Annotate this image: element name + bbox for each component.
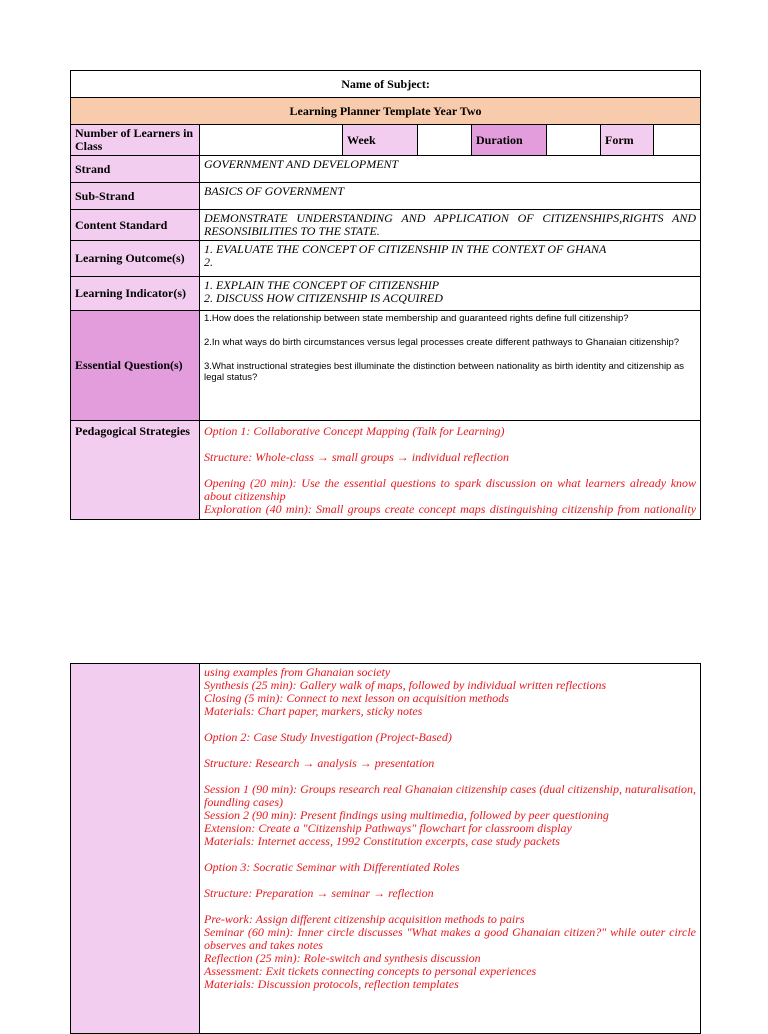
learning-indicator-line2: 2. DISCUSS HOW CITIZENSHIP IS ACQUIRED: [204, 291, 443, 305]
option3-structure: Structure: Preparation → seminar → reflection: [204, 886, 434, 900]
substrand-value: BASICS OF GOVERNMENT: [200, 183, 701, 210]
essential-question-2: 2.In what ways do birth circumstances versus legal processes create different pathways to Ghanaian citizenship?: [204, 337, 680, 348]
learning-outcome-value: [200, 241, 701, 277]
learning-indicator-label: Learning Indicator(s): [71, 277, 200, 311]
pedagogy-label-continued: [71, 664, 200, 1034]
option2-title: Option 2: Case Study Investigation (Project-Based): [204, 730, 452, 744]
option1-materials: Materials: Chart paper, markers, sticky notes: [204, 704, 423, 718]
option1-closing: Closing (5 min): Connect to next lesson on acquisition methods: [204, 691, 509, 705]
option1-structure: Structure: Whole-class → small groups → individual reflection: [204, 450, 509, 464]
essential-question-3: 3.What instructional strategies best illuminate the distinction between nationality as birth identity and citizenship as legal status?: [204, 361, 685, 383]
option3-materials: Materials: Discussion protocols, reflection templates: [204, 977, 459, 991]
learning-planner-table: [70, 70, 701, 520]
option1-exploration: Exploration (40 min): Small groups create concept maps distinguishing citizenship from nationality: [204, 502, 697, 516]
option3-title: Option 3: Socratic Seminar with Differentiated Roles: [204, 860, 460, 874]
learners-value-cell[interactable]: [200, 125, 343, 156]
pedagogical-strategies-continued-table: [70, 663, 701, 1034]
week-label: Week: [343, 125, 418, 156]
form-label: Form: [601, 125, 654, 156]
learning-outcome-line2: 2.: [204, 255, 213, 269]
learning-outcome-line1: 1. EVALUATE THE CONCEPT OF CITIZENSHIP IN THE CONTEXT OF GHANA: [204, 242, 607, 256]
option2-session1: Session 1 (90 min): Groups research real Ghanaian citizenship cases (dual citizenship, naturalisation, foundling cases): [204, 782, 696, 809]
pedagogical-strategies-value: [200, 421, 701, 520]
pedagogical-strategies-label: Pedagogical Strategies: [71, 421, 200, 520]
subject-name-cell: Name of Subject:: [71, 71, 701, 98]
strand-value: GOVERNMENT AND DEVELOPMENT: [200, 156, 701, 183]
learning-indicator-line1: 1. EXPLAIN THE CONCEPT OF CITIZENSHIP: [204, 278, 440, 292]
duration-label: Duration: [472, 125, 547, 156]
substrand-label: Sub-Strand: [71, 183, 200, 210]
option2-session2: Session 2 (90 min): Present findings using multimedia, followed by peer questioning: [204, 808, 609, 822]
content-standard-label: Content Standard: [71, 210, 200, 241]
learning-indicator-value: [200, 277, 701, 311]
option1-title: Option 1: Collaborative Concept Mapping (Talk for Learning): [204, 425, 505, 438]
option2-structure: Structure: Research → analysis → presentation: [204, 756, 435, 770]
option3-reflection: Reflection (25 min): Role-switch and synthesis discussion: [204, 951, 481, 965]
learners-label: Number of Learners in Class: [71, 125, 200, 156]
content-standard-line1: DEMONSTRATE UNDERSTANDING AND APPLICATION OF CITIZENSHIPS,RIGHTS AND: [204, 211, 697, 225]
option3-prework: Pre-work: Assign different citizenship acquisition methods to pairs: [204, 912, 525, 926]
option1-opening: Opening (20 min): Use the essential questions to spark discussion on what learners already know about citizenship: [204, 476, 697, 503]
option3-seminar: Seminar (60 min): Inner circle discusses "What makes a good Ghanaian citizen?" while outer circle observes and takes notes: [204, 925, 696, 952]
option3-assessment: Assessment: Exit tickets connecting concepts to personal experiences: [204, 964, 537, 978]
option2-extension: Extension: Create a "Citizenship Pathways" flowchart for classroom display: [204, 821, 572, 835]
template-title-cell: Learning Planner Template Year Two: [71, 98, 701, 125]
form-value-cell[interactable]: [654, 125, 701, 156]
strand-label: Strand: [71, 156, 200, 183]
option1-continuation: using examples from Ghanaian society: [204, 665, 391, 679]
week-value-cell[interactable]: [418, 125, 472, 156]
pedagogy-continued-value: [200, 664, 701, 1034]
learning-outcome-label: Learning Outcome(s): [71, 241, 200, 277]
essential-question-1: 1.How does the relationship between state membership and guaranteed rights define full citizenship?: [204, 313, 629, 324]
option1-synthesis: Synthesis (25 min): Gallery walk of maps, followed by individual written reflections: [204, 678, 607, 692]
duration-value-cell[interactable]: [547, 125, 601, 156]
content-standard-line2: RESONSIBILITIES TO THE STATE.: [204, 224, 380, 238]
essential-questions-label: Essential Question(s): [71, 311, 200, 421]
option2-materials: Materials: Internet access, 1992 Constitution excerpts, case study packets: [204, 834, 560, 848]
essential-questions-value: [200, 311, 701, 421]
content-standard-value: [200, 210, 701, 241]
